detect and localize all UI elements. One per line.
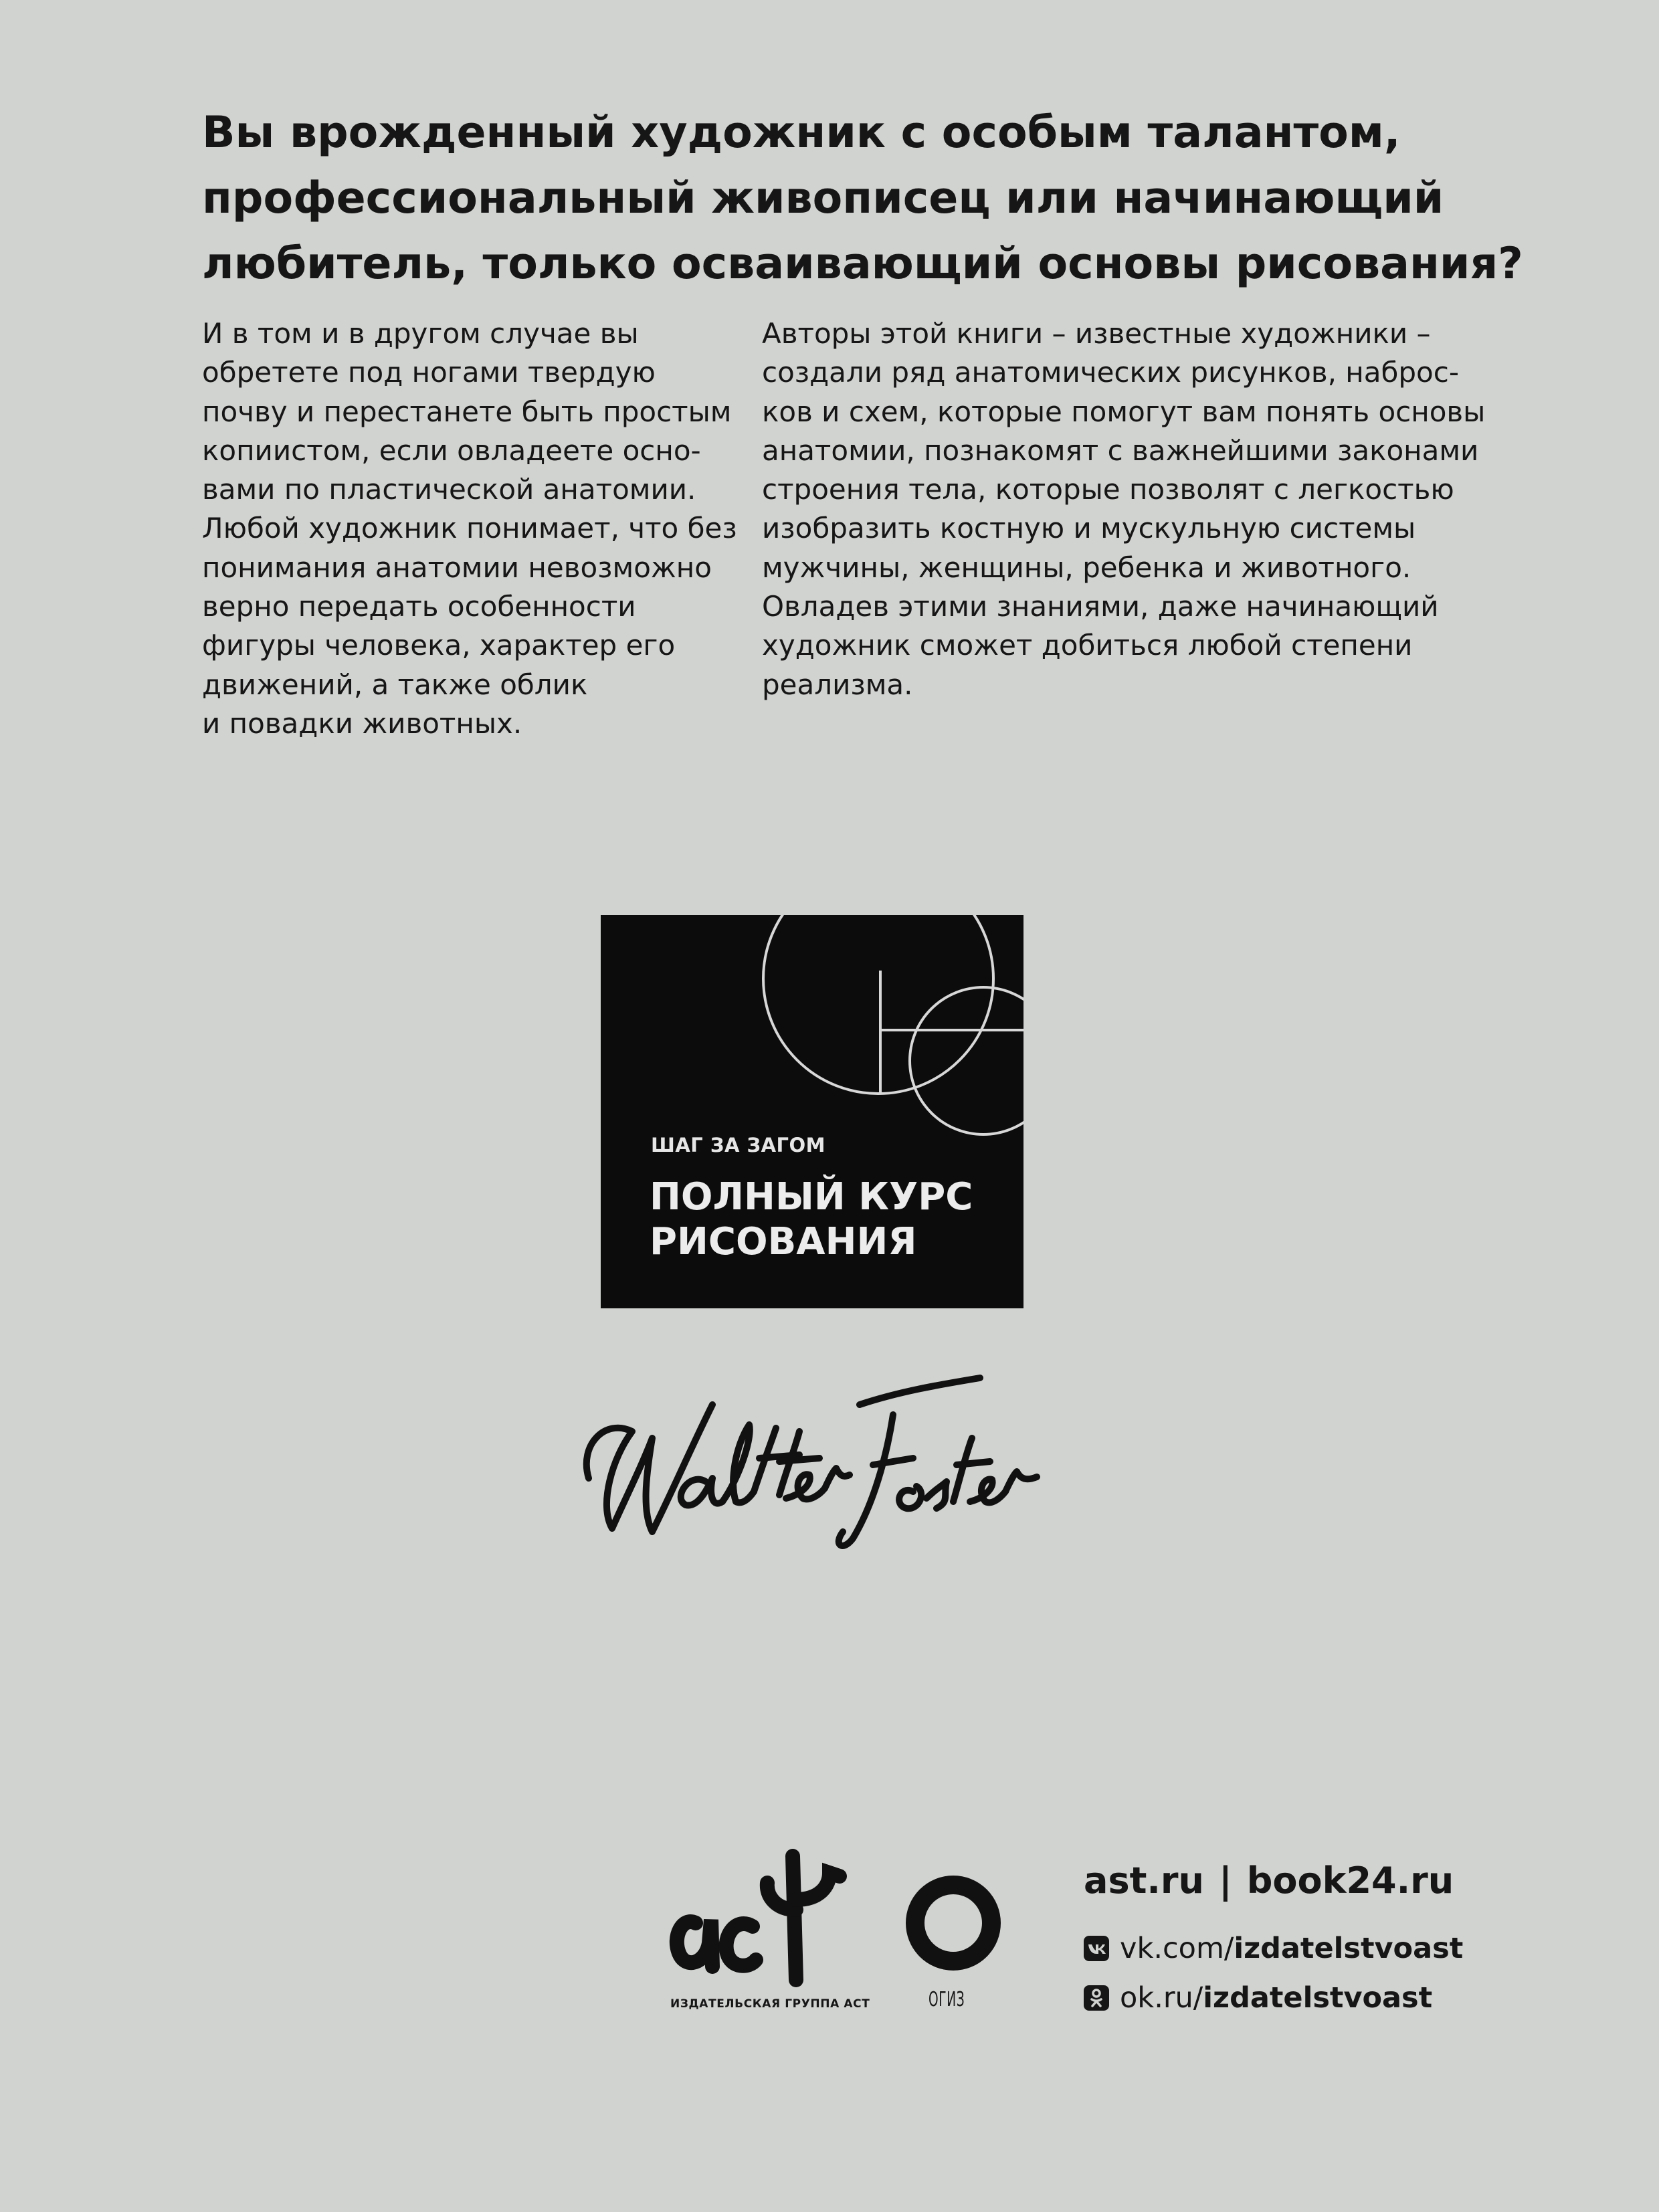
text-line: почву и перестанете быть простым [202,395,732,428]
ast-caption: ИЗДАТЕЛЬСКАЯ ГРУППА АСТ [670,1997,870,2011]
text-line: художник сможет добиться любой степени [762,629,1413,662]
series-title [650,1175,973,1264]
text-line: строения тела, которые позволят с легкостью [762,473,1454,506]
websites [1084,1859,1454,1902]
headline [202,100,1527,297]
text-line: вами по пластической анатомии. [202,473,696,506]
site-separator: | [1218,1859,1232,1902]
series-logo-box [601,915,1023,1308]
series-title-line: ПОЛНЫЙ КУРС [650,1175,973,1219]
headline-line: Вы врожденный художник с особым талантом, [202,108,1401,158]
text-line: обретете под ногами твердую [202,356,656,389]
text-line: изобразить костную и мускульную системы [762,512,1416,545]
text-line: мужчины, женщины, ребенка и животного. [762,550,1411,584]
text-line: Овладев этими знаниями, даже начинающий [762,590,1439,623]
text-line: понимания анатомии невозможно [202,550,712,584]
walter-foster-signature-logo [579,1365,1047,1565]
ok-icon [1084,1985,1109,2011]
ogiz-label: ОГИЗ [929,1988,965,2011]
vk-prefix: vk.com/ [1120,1932,1234,1965]
ast-site-link[interactable]: ast.ru [1084,1859,1204,1902]
text-line: движений, а также облик [202,668,588,701]
vk-handle: izdatelstvoast [1234,1932,1464,1965]
text-line: копиистом, если овладеете осно- [202,433,701,467]
text-line: анатомии, познакомят с важнейшими законами [762,433,1479,467]
series-kicker: ШАГ ЗА ЗАГОМ [651,1134,826,1157]
text-line: Любой художник понимает, что без [202,512,737,545]
ok-prefix: ok.ru/ [1120,1981,1203,2015]
ogiz-logo [903,1873,1003,1973]
text-line: и повадки животных. [202,706,522,740]
vk-link[interactable] [1084,1932,1463,1965]
text-line: ков и схем, которые помогут вам понять основы [762,395,1486,428]
text-line: Авторы этой книги – известные художники – [762,317,1431,350]
text-line: фигуры человека, характер его [202,629,676,662]
text-line: И в том и в другом случае вы [202,317,639,350]
book24-site-link[interactable]: book24.ru [1246,1859,1454,1902]
headline-line: любитель, только осваивающий основы рисования? [202,239,1523,289]
headline-line: профессиональный живописец или начинающий [202,173,1444,223]
ast-logo [666,1836,880,1990]
left-text-column [202,314,737,743]
ok-handle: izdatelstvoast [1203,1981,1433,2015]
series-title-line: РИСОВАНИЯ [650,1220,917,1264]
text-line: создали ряд анатомических рисунков, наброс- [762,356,1459,389]
text-line: реализма. [762,668,913,701]
text-line: верно передать особенности [202,590,636,623]
ok-link[interactable] [1084,1981,1432,2015]
right-text-column [762,314,1485,704]
vk-icon [1084,1936,1109,1961]
